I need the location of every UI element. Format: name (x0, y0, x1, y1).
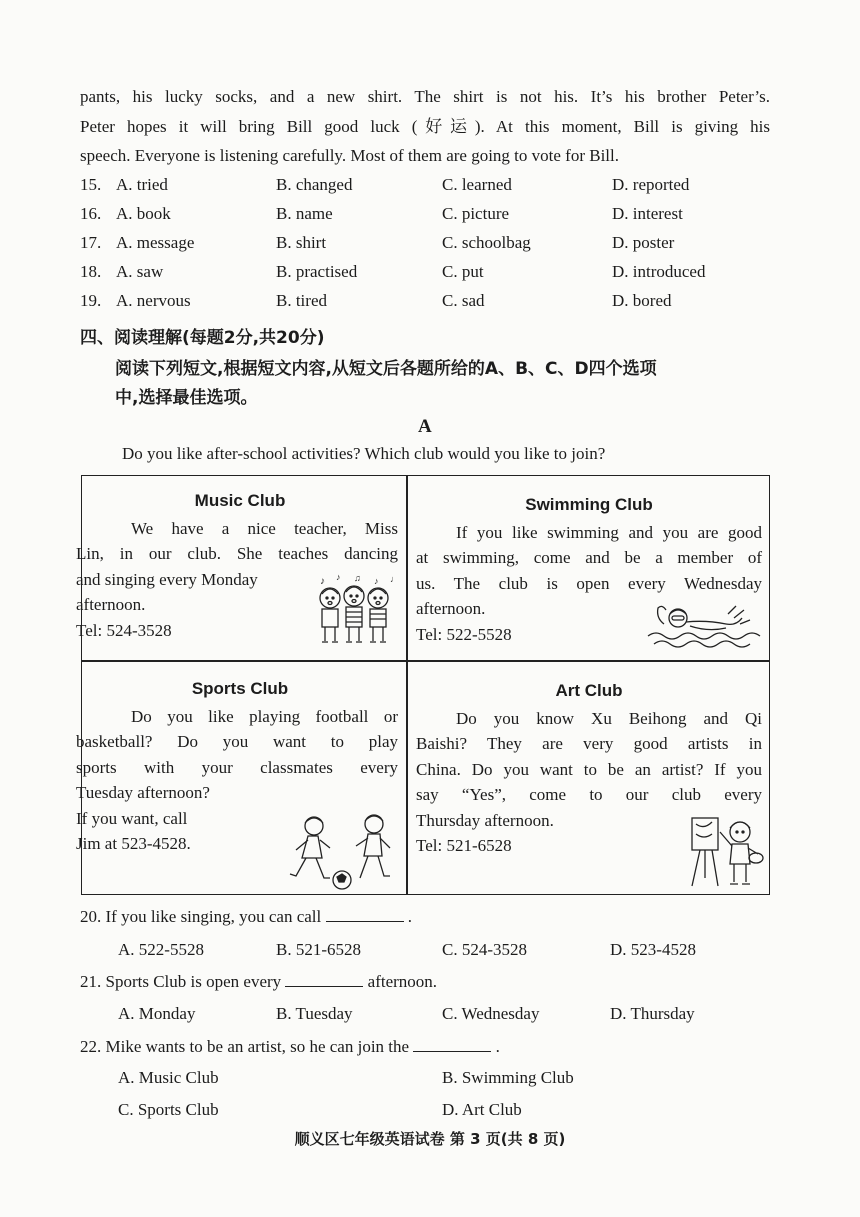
club-title: Sports Club (191, 679, 289, 698)
club-title: Art Club (555, 681, 623, 700)
club-text-line: We have a nice teacher, Miss (131, 518, 398, 538)
option-b: B. Swimming Club (442, 1068, 574, 1087)
question-stem: 20. If you like singing, you can call (80, 907, 326, 926)
question-number: 17. (80, 233, 102, 252)
question-stem-end: afternoon. (363, 972, 438, 991)
question-20 (80, 903, 412, 931)
option-b: B. tired (276, 291, 327, 310)
club-text-line: basketball? Do you want to play (76, 732, 398, 751)
passage-line: speech. Everyone is listening carefully. Most of them are going to vote for Bill. (80, 146, 619, 165)
passage-line: pants, his lucky socks, and a new shirt. The shirt is not his. It’s his brother Peter’s. (80, 87, 770, 106)
option-b: B. shirt (276, 233, 327, 252)
club-tel: Tel: 522-5528 (416, 624, 512, 644)
club-text-line: afternoon. (416, 599, 486, 618)
option-a: A. 522-5528 (118, 940, 204, 959)
club-text-line: Tuesday afternoon? (76, 783, 210, 802)
option-b: B. Tuesday (276, 1004, 353, 1023)
club-text-line: Do you like playing football or (131, 706, 398, 726)
clubs-table (76, 475, 770, 895)
option-d: D. poster (612, 233, 675, 252)
option-c: C. sad (442, 291, 485, 310)
club-text-line: us. The club is open every Wednesday (416, 573, 762, 593)
option-row (80, 228, 780, 257)
swimmer-icon (644, 600, 762, 650)
club-text-line: Lin, in our club. She teaches dancing (76, 544, 398, 563)
option-a: A. message (116, 233, 195, 252)
answer-blank (413, 1037, 491, 1052)
club-text-line: Thursday afternoon. (416, 810, 554, 830)
question-number: 16. (80, 204, 102, 223)
passage-line: Peter hopes it will bring Bill good luck (好运). At this moment, Bill is giving his (80, 116, 770, 136)
question-number: 19. (80, 291, 102, 310)
football-players-icon (288, 812, 400, 892)
question-number: 18. (80, 262, 102, 281)
club-text-line: at swimming, come and be a member of (416, 548, 762, 567)
passage-intro: Do you like after-school activities? Which club would you like to join? (122, 444, 606, 463)
option-b: B. 521-6528 (276, 940, 361, 959)
question-stem: 22. Mike wants to be an artist, so he can join the (80, 1037, 414, 1056)
club-text-line: Jim at 523-4528. (76, 834, 191, 853)
club-text-line: say “Yes”, come to our club every (416, 785, 762, 804)
option-d: D. interest (612, 204, 683, 223)
club-title: Swimming Club (525, 495, 653, 514)
divider (82, 660, 769, 662)
question-22 (80, 1033, 500, 1061)
club-text-line: Baishi? They are very good artists in (416, 734, 762, 753)
club-text-line: and singing every Monday (76, 569, 258, 589)
answer-blank (285, 972, 363, 987)
club-tel: Tel: 524-3528 (76, 620, 172, 640)
club-title: Music Club (194, 491, 286, 510)
option-row (80, 286, 780, 315)
svg-text:♪: ♪ (320, 576, 325, 587)
passage-letter: A (418, 416, 432, 437)
option-d: D. 523-4528 (610, 940, 696, 959)
instruction-line: 阅读下列短文,根据短文内容,从短文后各题所给的A、B、C、D四个选项 (115, 359, 657, 379)
question-stem: 21. Sports Club is open every (80, 972, 286, 991)
cloze-passage (80, 82, 770, 171)
painter-easel-icon (686, 810, 764, 890)
option-row (80, 257, 780, 286)
club-text-line: If you want, call (76, 808, 188, 828)
option-row (80, 170, 780, 199)
club-text-line: sports with your classmates every (76, 757, 398, 777)
question-stem-end: . (403, 907, 413, 926)
option-a: A. Music Club (118, 1068, 219, 1087)
option-a: A. saw (116, 262, 164, 281)
club-text-line: afternoon. (76, 595, 146, 614)
option-d: D. introduced (612, 262, 706, 281)
option-c: C. schoolbag (442, 233, 531, 252)
svg-text:♫: ♫ (354, 573, 361, 583)
club-tel: Tel: 521-6528 (416, 836, 512, 855)
svg-text:♪: ♪ (374, 576, 379, 586)
option-c: C. 524-3528 (442, 940, 527, 959)
question-21 (80, 968, 437, 996)
option-c: C. put (442, 262, 484, 281)
club-text-line: If you like swimming and you are good (456, 522, 762, 542)
answer-blank (326, 907, 404, 922)
option-c: C. picture (442, 204, 510, 223)
option-c: C. learned (442, 175, 512, 194)
option-c: C. Sports Club (118, 1100, 219, 1119)
option-d: D. Art Club (442, 1100, 522, 1119)
option-a: A. nervous (116, 291, 191, 310)
cloze-options (80, 170, 780, 315)
option-a: A. book (116, 204, 171, 223)
page-footer: 顺义区七年级英语试卷 第 3 页(共 8 页) (294, 1130, 566, 1148)
section-instruction (115, 355, 785, 413)
option-a: A. tried (116, 175, 168, 194)
option-b: B. name (276, 204, 333, 223)
option-row (80, 199, 780, 228)
option-d: D. bored (612, 291, 672, 310)
divider (406, 476, 408, 894)
option-a: A. Monday (118, 1004, 196, 1023)
instruction-line: 中,选择最佳选项。 (115, 388, 258, 408)
club-text-line: Do you know Xu Beihong and Qi (456, 708, 762, 728)
club-text-line: China. Do you want to be an artist? If you (416, 759, 762, 779)
singing-children-icon (312, 572, 402, 648)
svg-text:♪: ♪ (336, 572, 341, 582)
option-d: D. reported (612, 175, 690, 194)
question-number: 15. (80, 175, 102, 194)
option-d: D. Thursday (610, 1004, 695, 1023)
svg-text:♩: ♩ (390, 574, 399, 584)
option-c: C. Wednesday (442, 1004, 540, 1023)
option-b: B. practised (276, 262, 358, 281)
option-b: B. changed (276, 175, 353, 194)
section-heading: 四、阅读理解(每题2分,共20分) (80, 328, 325, 348)
question-stem-end: . (491, 1037, 500, 1056)
